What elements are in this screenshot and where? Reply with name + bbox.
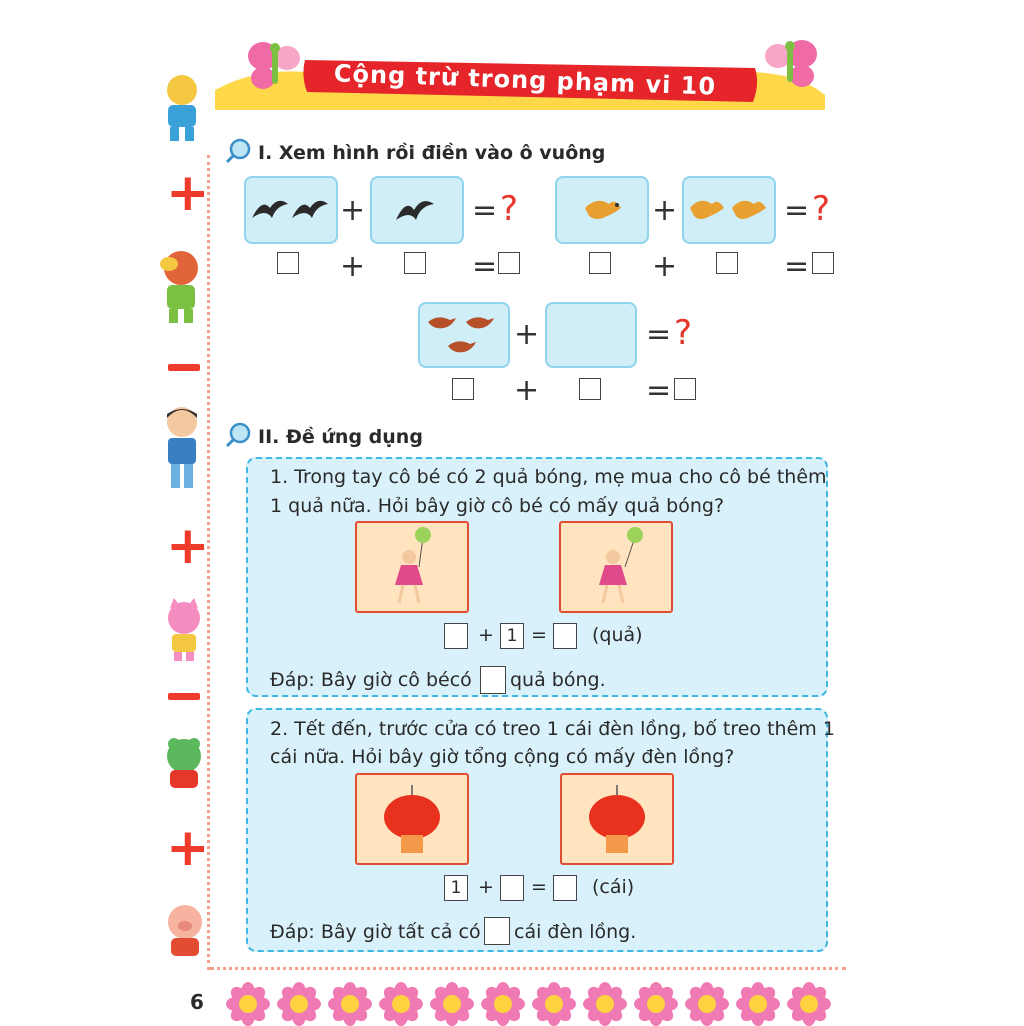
cartoon-boy-icon (160, 404, 206, 494)
flower-icon (685, 982, 729, 1026)
equals-operator: = (472, 249, 498, 284)
answer-box[interactable] (579, 378, 601, 400)
equals-operator: = (531, 624, 547, 646)
unit-label: (quả) (592, 624, 643, 646)
answer-prefix: Đáp: Bây giờ tất cả có (270, 921, 481, 943)
flower-icon (583, 982, 627, 1026)
section-heading: I. Xem hình rồi điền vào ô vuông (258, 142, 606, 164)
cartoon-dog-icon (157, 248, 205, 326)
problem-text: cái nữa. Hỏi bây giờ tổng cộng có mấy đèn lồng? (270, 746, 735, 768)
answer-box[interactable] (498, 252, 520, 274)
page-number: 6 (190, 990, 204, 1014)
answer-box[interactable] (277, 252, 299, 274)
flower-icon (226, 982, 270, 1026)
page-title: Cộng trừ trong phạm vi 10 (333, 59, 717, 101)
picture-box-bird (370, 176, 464, 244)
answer-input[interactable] (480, 666, 506, 694)
equation-given: 1 (500, 623, 524, 649)
answer-box[interactable] (674, 378, 696, 400)
plus-operator: + (478, 624, 494, 646)
magnifier-icon (225, 138, 251, 164)
butterfly-icon (245, 36, 305, 96)
lantern-image (560, 773, 674, 865)
problem-text: 2. Tết đến, trước cửa có treo 1 cái đèn lồng, bố treo thêm 1 (270, 718, 835, 740)
answer-box[interactable] (812, 252, 834, 274)
cartoon-frog-icon (160, 734, 208, 794)
plus-operator: + (514, 317, 540, 352)
flower-icon (787, 982, 831, 1026)
plus-operator: + (478, 876, 494, 898)
equals-operator: = (784, 193, 810, 228)
picture-box-birds (682, 176, 776, 244)
answer-suffix: quả bóng. (510, 669, 606, 691)
flower-icon (532, 982, 576, 1026)
equation-input[interactable] (500, 875, 524, 901)
minus-sign (168, 364, 200, 371)
picture-box-birds (244, 176, 338, 244)
girl-balloon-image (355, 521, 469, 613)
cartoon-pig-icon (160, 900, 210, 964)
bottom-divider (210, 967, 846, 970)
equation-input[interactable] (553, 875, 577, 901)
answer-box[interactable] (404, 252, 426, 274)
equation-input[interactable] (444, 623, 468, 649)
magnifier-icon (225, 422, 251, 448)
answer-input[interactable] (484, 917, 510, 945)
picture-box-birds (418, 302, 510, 368)
flower-icon (328, 982, 372, 1026)
question-mark: ? (500, 189, 519, 229)
answer-suffix: cái đèn lồng. (514, 921, 637, 943)
unit-label: (cái) (592, 876, 635, 898)
flower-icon (634, 982, 678, 1026)
equation-given: 1 (444, 875, 468, 901)
equals-operator: = (646, 373, 672, 408)
plus-sign: + (166, 818, 210, 878)
flower-icon (481, 982, 525, 1026)
plus-sign: + (166, 163, 210, 223)
plus-operator: + (514, 373, 540, 408)
flower-icon (430, 982, 474, 1026)
picture-box-empty (545, 302, 637, 368)
equals-operator: = (531, 876, 547, 898)
answer-box[interactable] (452, 378, 474, 400)
equation-input[interactable] (553, 623, 577, 649)
problem-text: 1. Trong tay cô bé có 2 quả bóng, mẹ mua cho cô bé thêm (270, 466, 827, 488)
flower-icon (277, 982, 321, 1026)
answer-prefix: Đáp: Bây giờ cô bécó (270, 669, 472, 691)
cartoon-character-icon (160, 72, 204, 144)
plus-operator: + (340, 249, 366, 284)
question-mark: ? (812, 189, 831, 229)
flower-icon (379, 982, 423, 1026)
section-heading: II. Đề ứng dụng (258, 426, 423, 448)
plus-operator: + (652, 193, 678, 228)
plus-operator: + (340, 193, 366, 228)
butterfly-icon (760, 34, 820, 94)
cartoon-cat-icon (162, 598, 206, 662)
answer-box[interactable] (716, 252, 738, 274)
picture-box-bird (555, 176, 649, 244)
problem-text: 1 quả nữa. Hỏi bây giờ cô bé có mấy quả bóng? (270, 495, 725, 517)
minus-sign (168, 693, 200, 700)
girl-balloon-image (559, 521, 673, 613)
equals-operator: = (646, 317, 672, 352)
equals-operator: = (472, 193, 498, 228)
flower-icon (736, 982, 780, 1026)
question-mark: ? (674, 313, 693, 353)
equals-operator: = (784, 249, 810, 284)
answer-box[interactable] (589, 252, 611, 274)
lantern-image (355, 773, 469, 865)
plus-operator: + (652, 249, 678, 284)
plus-sign: + (166, 516, 210, 576)
column-divider (207, 155, 210, 970)
